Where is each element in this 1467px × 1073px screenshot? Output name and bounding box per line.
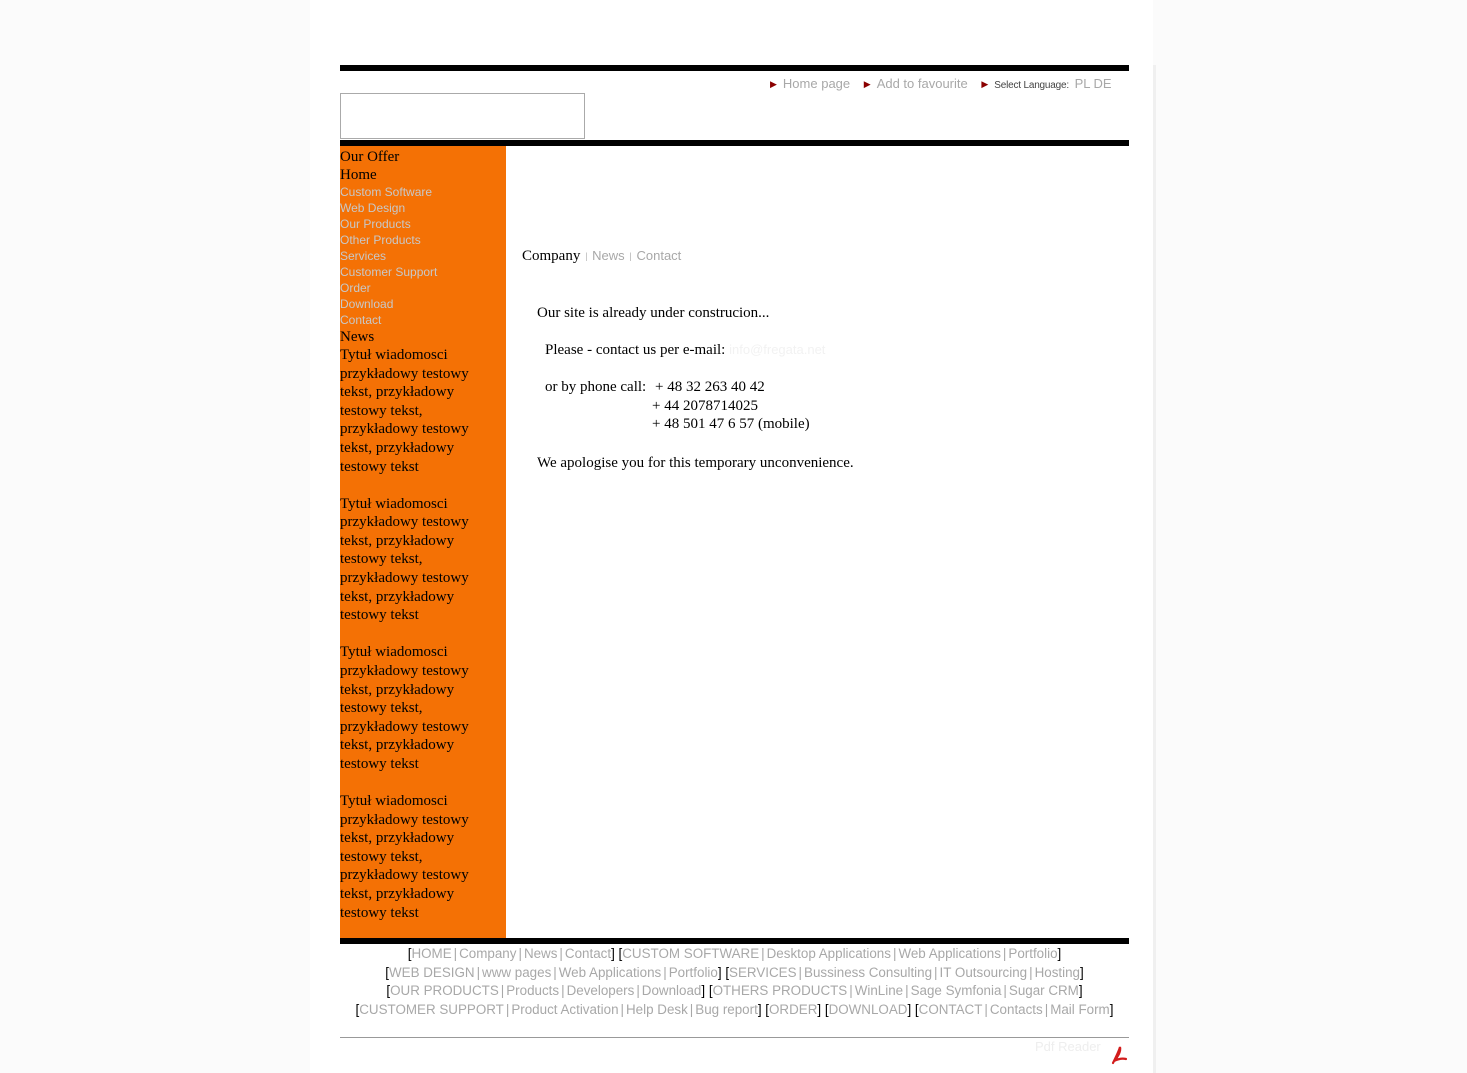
main-content — [537, 304, 854, 472]
footer-separator: | — [984, 1002, 988, 1018]
footer-separator: | — [561, 983, 565, 999]
sidebar-item-services[interactable]: Services — [340, 249, 387, 263]
footer-link[interactable]: Company — [459, 946, 517, 961]
footer-link[interactable]: Sage Symfonia — [910, 983, 1002, 999]
sidebar-item-download[interactable]: Download — [340, 297, 394, 311]
sidebar-item-contact[interactable]: Contact — [340, 313, 382, 327]
footer-link[interactable]: CONTACT — [918, 1002, 983, 1018]
footer-link[interactable]: www pages — [482, 964, 552, 980]
phone-number: + 48 501 47 6 57 (mobile) — [652, 416, 810, 433]
phone-number: + 48 32 263 40 42 — [654, 379, 765, 395]
news-item: Tytuł wiadomosci przykładowy testowy tekst, przykładowy testowy tekst, przykładowy testowy tekst, przykładowy testowy tekst — [340, 792, 469, 921]
news-heading: News — [340, 329, 375, 345]
sidebar-item-web-design[interactable]: Web Design — [340, 201, 406, 215]
under-construction-text: Our site is already under construcion... — [537, 305, 770, 321]
footer-link[interactable]: Contact — [564, 946, 612, 961]
footer-separator: | — [798, 964, 803, 980]
select-language-label: Select Language: — [994, 80, 1069, 91]
content-tabs — [522, 248, 681, 268]
footer-link[interactable]: SERVICES — [729, 964, 797, 980]
footer-link[interactable]: Portfolio — [1008, 946, 1058, 961]
footer-link[interactable]: HOME — [411, 946, 452, 961]
footer-link[interactable]: Developers — [566, 983, 635, 999]
sidebar-item-our-products[interactable]: Our Products — [340, 217, 411, 231]
footer-link[interactable]: CUSTOMER SUPPORT — [359, 1002, 504, 1018]
footer-row — [336, 982, 1133, 1001]
language-de-link[interactable]: DE — [1093, 76, 1112, 91]
triangle-right-icon: ▶ — [981, 79, 989, 89]
tab-news[interactable]: News — [592, 248, 625, 263]
logo-placeholder — [340, 93, 585, 139]
apology-text: We apologise you for this temporary unconvenience. — [537, 454, 854, 471]
sidebar-item-order[interactable]: Order — [340, 281, 371, 295]
our-offer-heading: Our Offer — [340, 149, 400, 165]
footer-separator: | — [1002, 946, 1007, 961]
phone-number: + 44 2078714025 — [652, 397, 758, 414]
footer-row — [336, 1001, 1133, 1020]
footer-separator: | — [453, 946, 458, 961]
footer-separator: | — [1044, 1002, 1049, 1018]
footer-separator: | — [761, 946, 765, 961]
footer-link[interactable]: Sugar CRM — [1008, 983, 1079, 999]
footer-separator: | — [934, 964, 938, 980]
footer-link[interactable]: Web Applications — [898, 946, 1001, 961]
sidebar — [340, 146, 506, 938]
footer-link[interactable]: Products — [506, 983, 560, 999]
footer-separator: | — [505, 1002, 510, 1018]
footer-separator: | — [689, 1002, 694, 1018]
footer-row — [336, 964, 1133, 983]
footer-separator: | — [663, 964, 667, 980]
footer-separator: | — [476, 964, 481, 980]
email-link[interactable]: info@fregata.net — [729, 342, 826, 357]
bracket: ] — [701, 983, 706, 999]
news-item: Tytuł wiadomosci przykładowy testowy tekst, przykładowy testowy tekst, przykładowy testowy tekst, przykładowy testowy tekst — [340, 644, 469, 772]
contact-prefix: Please - contact us per e-mail: — [545, 342, 726, 358]
bracket: [ — [824, 1002, 829, 1018]
footer-separator: | — [553, 964, 557, 980]
bracket: ] — [757, 1002, 762, 1018]
bracket: [ — [765, 1002, 770, 1018]
footer-link[interactable]: IT Outsourcing — [939, 964, 1028, 980]
footer-separator: | — [1003, 983, 1007, 999]
tab-contact[interactable]: Contact — [636, 248, 682, 263]
footer-link[interactable]: News — [523, 946, 558, 961]
bracket: [ — [618, 946, 623, 961]
news-item: Tytuł wiadomosci przykładowy testowy tekst, przykładowy testowy tekst, przykładowy testowy tekst, przykładowy testowy tekst — [340, 495, 469, 624]
footer-link[interactable]: Desktop Applications — [766, 946, 891, 961]
bracket: [ — [355, 1002, 360, 1018]
footer-separator: | — [559, 946, 563, 961]
footer-link[interactable]: DOWNLOAD — [828, 1002, 908, 1018]
home-page-link[interactable]: Home page — [782, 76, 851, 91]
bracket: ] — [1109, 1002, 1114, 1018]
footer-link[interactable]: Help Desk — [626, 1002, 688, 1018]
phone-prefix: or by phone call: — [545, 379, 647, 395]
header-links — [770, 76, 1130, 96]
language-pl-link[interactable]: PL — [1074, 76, 1091, 91]
bracket: [ — [407, 946, 412, 961]
footer-link[interactable]: OTHERS PRODUCTS — [712, 983, 848, 999]
footer-separator: | — [620, 1002, 625, 1018]
sidebar-item-other-products[interactable]: Other Products — [340, 233, 421, 247]
tab-separator: | — [629, 251, 632, 261]
bracket: ] — [1078, 983, 1083, 999]
footer-links — [336, 945, 1133, 1020]
bracket: [ — [725, 964, 730, 980]
footer-link[interactable]: Hosting — [1034, 964, 1080, 980]
bracket: ] — [907, 1002, 912, 1018]
bracket: [ — [385, 964, 389, 980]
bracket: ] — [1080, 964, 1084, 980]
sidebar-item-customer-support[interactable]: Customer Support — [340, 265, 438, 279]
bracket: ] — [817, 1002, 822, 1018]
top-divider — [340, 65, 1129, 71]
bracket: [ — [914, 1002, 919, 1018]
footer-link[interactable]: Web Applications — [558, 964, 662, 980]
footer-link[interactable]: Bussiness Consulting — [804, 964, 933, 980]
pdf-reader-label[interactable]: Pdf Reader — [1035, 1039, 1101, 1054]
page-shadow — [1153, 65, 1156, 1073]
bracket: ] — [611, 946, 615, 961]
footer-divider — [340, 938, 1129, 944]
acrobat-icon[interactable] — [1110, 1045, 1128, 1065]
footer-link[interactable]: CUSTOM SOFTWARE — [622, 946, 760, 961]
triangle-right-icon: ▶ — [863, 79, 871, 89]
add-to-favourite-link[interactable]: Add to favourite — [876, 76, 968, 91]
footer-separator: | — [500, 983, 505, 999]
footer-link[interactable]: Portfolio — [668, 964, 718, 980]
footer-link[interactable]: ORDER — [769, 1002, 818, 1018]
tab-company[interactable]: Company — [522, 248, 581, 264]
footer-separator: | — [1029, 964, 1033, 980]
footer-link[interactable]: Download — [641, 983, 702, 999]
footer-link[interactable]: Mail Form — [1050, 1002, 1110, 1018]
sidebar-nav — [340, 184, 506, 328]
bracket: [ — [386, 983, 391, 999]
bracket: ] — [1057, 946, 1062, 961]
footer-separator: | — [849, 983, 853, 999]
home-heading: Home — [340, 167, 377, 183]
footer-separator: | — [518, 946, 522, 961]
footer-link[interactable]: Contacts — [989, 1002, 1043, 1018]
phone-block — [545, 378, 854, 434]
footer-link[interactable]: Bug report — [695, 1002, 758, 1018]
footer-separator: | — [905, 983, 909, 999]
footer-separator: | — [636, 983, 640, 999]
tab-separator: | — [585, 251, 588, 261]
footer-rule — [340, 1037, 1129, 1038]
footer-link[interactable]: WinLine — [854, 983, 904, 999]
footer-separator: | — [892, 946, 897, 961]
triangle-right-icon: ▶ — [770, 79, 777, 89]
footer-row — [336, 945, 1133, 964]
footer-link[interactable]: Product Activation — [511, 1002, 619, 1018]
news-item: Tytuł wiadomosci przykładowy testowy tekst, przykładowy testowy tekst, przykładowy testowy tekst, przykładowy testowy tekst — [340, 347, 469, 475]
bracket: ] — [717, 964, 722, 980]
sidebar-item-custom-software[interactable]: Custom Software — [340, 185, 433, 199]
contact-line — [545, 341, 854, 359]
bracket: [ — [708, 983, 713, 999]
footer-link[interactable]: WEB DESIGN — [389, 964, 475, 980]
footer-link[interactable]: OUR PRODUCTS — [390, 983, 499, 999]
